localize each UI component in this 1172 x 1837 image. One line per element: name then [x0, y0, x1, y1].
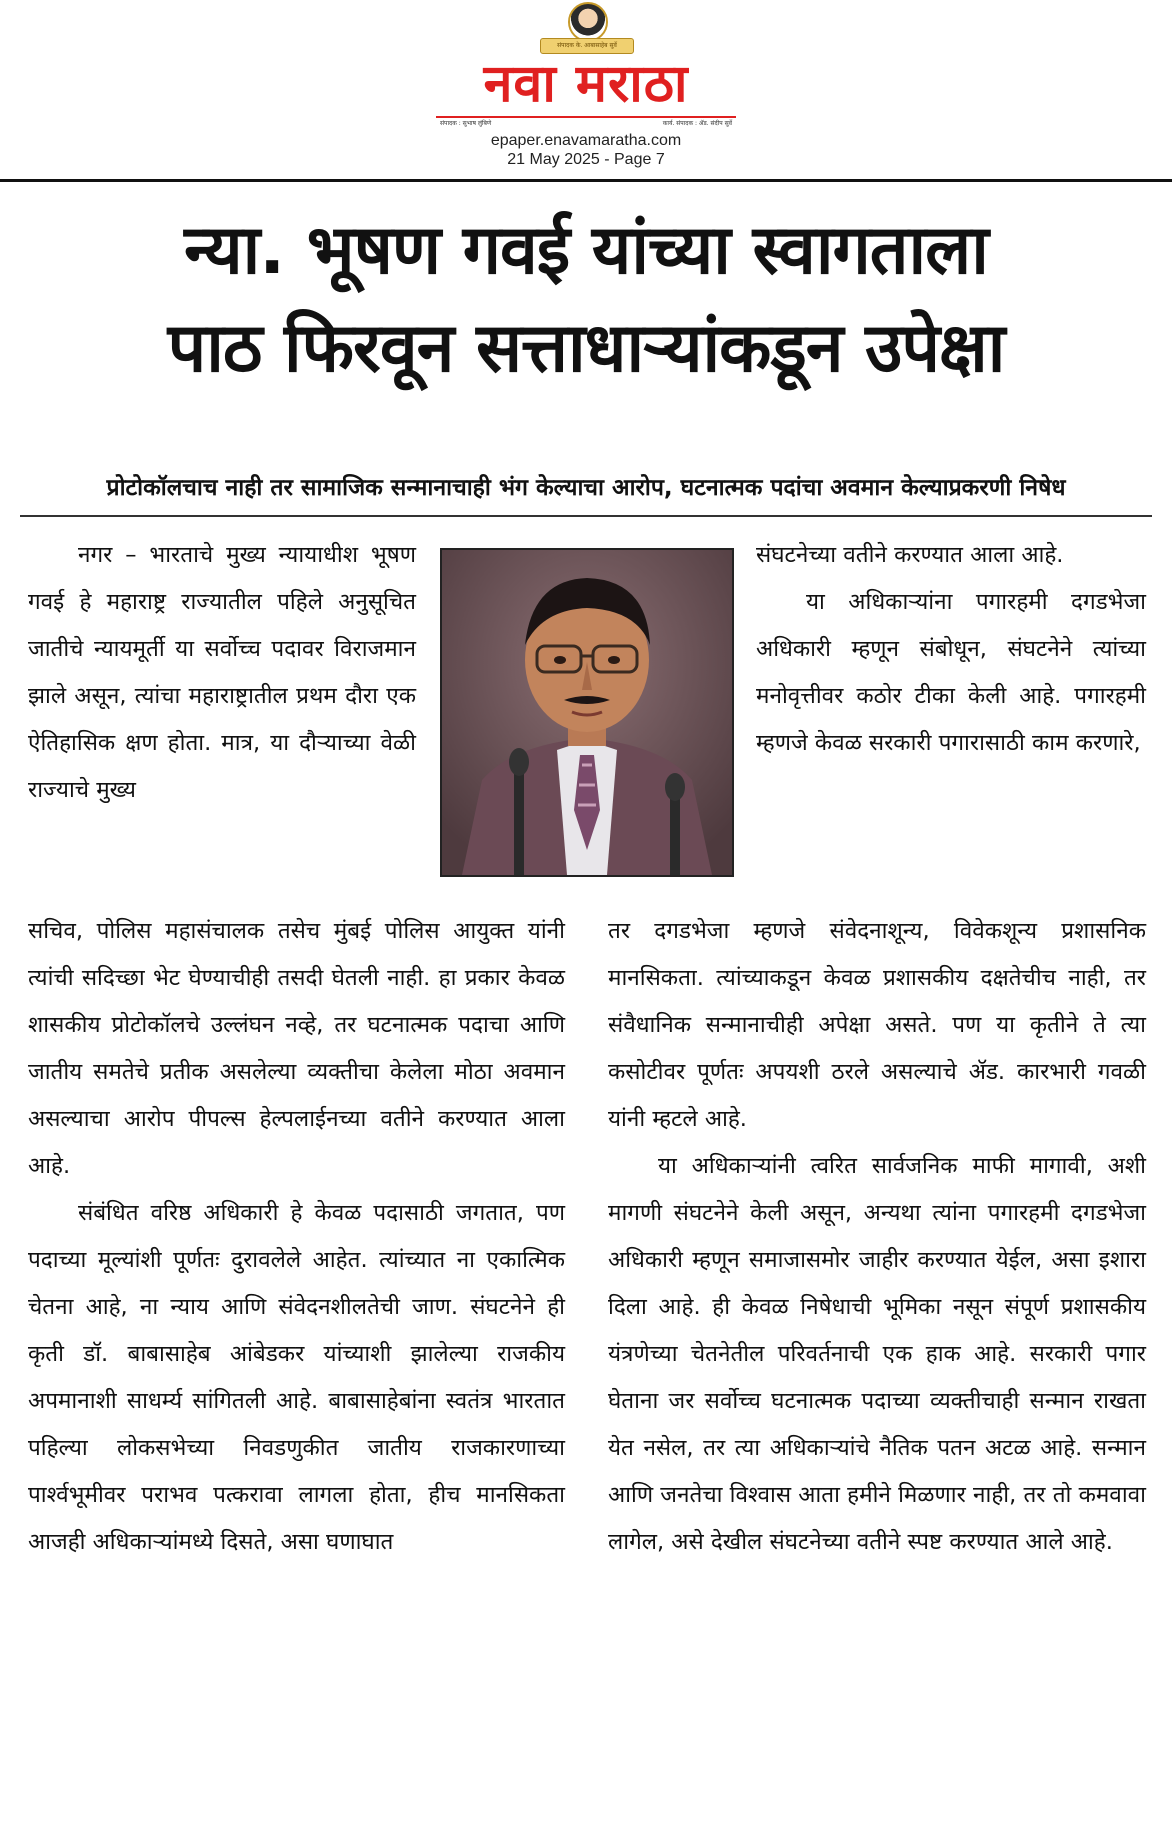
article-column-right-top [756, 532, 1146, 767]
headline-line-1: न्या. भूषण गवई यांच्या स्वागताला [184, 211, 988, 290]
logo-portrait-icon [568, 2, 608, 42]
article-paragraph: सचिव, पोलिस महासंचालक तसेच मुंबई पोलिस आयुक्त यांनी त्यांची सदिच्छा भेट घेण्याचीही तसदी घेतली नाही. हा प्रकार केवळ शासकीय प्रोटोकॉलचे उल्लंघन नव्हे, तर घटनात्मक पदाचा आणि जातीय समतेचे प्रतीक असलेल्या व्यक्तीचा केलेला मोठा अवमान असल्याचा आरोप पीपल्स हेल्पलाईनच्या वतीने करण्यात आला आहे. [28, 918, 565, 1179]
subhead-divider [20, 515, 1152, 517]
article-column-right-bottom [608, 908, 1146, 1566]
article-column-left-top [28, 532, 416, 814]
subheadline: प्रोटोकॉलचाच नाही तर सामाजिक सन्मानाचाही भंग केल्याचा आरोप, घटनात्मक पदांचा अवमान केल्याप्रकरणी निषेध [106, 475, 1066, 501]
headline [0, 202, 1172, 398]
newspaper-logo: नवा मराठा [483, 54, 689, 114]
headline-line-2: पाठ फिरवून सत्ताधाऱ्यांकडून उपेक्षा [167, 309, 1005, 388]
logo-strip-left: संपादक : सुभाष लुंबिणे [440, 120, 492, 127]
page-date: 21 May 2025 - Page 7 [507, 151, 665, 168]
article-paragraph: नगर – भारताचे मुख्य न्यायाधीश भूषण गवई हे महाराष्ट्र राज्यातील पहिले अनुसूचित जातीचे न्यायमूर्ती या सर्वोच्च पदावर विराजमान झाले असून, त्यांचा महाराष्ट्रातील प्रथम दौरा एक ऐतिहासिक क्षण होता. मात्र, या दौऱ्याच्या वेळी राज्याचे मुख्य [28, 542, 416, 803]
article-paragraph: या अधिकाऱ्यांनी त्वरित सार्वजनिक माफी मागावी, अशी मागणी संघटनेने केली असून, अन्यथा त्यांना पगारहमी दगडभेजा अधिकारी म्हणून समाजासमोर जाहीर करण्यात येईल, असा इशारा दिला आहे. ही केवळ निषेधाची भूमिका नसून संपूर्ण प्रशासकीय यंत्रणेच्या चेतनेतील परिवर्तनाची एक हाक आहे. सरकारी पगार घेताना जर सर्वोच्च घटनात्मक पदाच्या व्यक्तीचाही सन्मान राखता येत नसेल, तर त्या अधिकाऱ्यांचे नैतिक पतन अटळ आहे. सन्मान आणि जनतेचा विश्वास आता हमीने मिळणार नाही, तर तो कमवावा लागेल, असे देखील संघटनेच्या वतीने स्पष्ट करण्यात आले आहे. [608, 1153, 1146, 1555]
source-url: epaper.enavamaratha.com [490, 132, 682, 149]
masthead [0, 0, 1172, 180]
article-column-left-bottom [28, 908, 565, 1566]
logo-strip [436, 116, 736, 130]
article-paragraph: संघटनेच्या वतीने करण्यात आला आहे. [756, 542, 1064, 568]
portrait-photo [440, 548, 734, 877]
article-paragraph: या अधिकाऱ्यांना पगारहमी दगडभेजा अधिकारी म्हणून संबोधून, संघटनेने त्यांच्या मनोवृत्तीवर कठोर टीका केली आहे. पगारहमी म्हणजे केवळ सरकारी पगारासाठी काम करणारे, [756, 589, 1146, 756]
masthead-divider [0, 179, 1172, 182]
logo-strip-right: कार्य. संपादक : ॲड. संदीप सुर्वे [662, 120, 732, 127]
article-paragraph: संबंधित वरिष्ठ अधिकारी हे केवळ पदासाठी जगतात, पण पदाच्या मूल्यांशी पूर्णतः दुरावलेले आहेत. त्यांच्यात ना एकात्मिक चेतना आहे, ना न्याय आणि संवेदनशीलतेची जाण. संघटनेने ही कृती डॉ. बाबासाहेब आंबेडकर यांच्याशी झालेल्या राजकीय अपमानाशी साधर्म्य सांगितली आहे. बाबासाहेबांना स्वतंत्र भारतात पहिल्या लोकसभेच्या निवडणुकीत जातीय राजकारणाच्या पार्श्वभूमीवर पराभव पत्करावा लागला होता, हीच मानसिकता आजही अधिकाऱ्यांमध्ये दिसते, असा घणाघात [28, 1200, 565, 1555]
portrait-photo-icon [442, 550, 732, 875]
article-paragraph: तर दगडभेजा म्हणजे संवेदनाशून्य, विवेकशून्य प्रशासनिक मानसिकता. त्यांच्याकडून केवळ प्रशासकीय दक्षतेचीच नाही, तर संवैधानिक सन्मानाचीही अपेक्षा असते. पण या कृतीने ते त्या कसोटीवर पूर्णतः अपयशी ठरले असल्याचे ॲड. कारभारी गवळी यांनी म्हटले आहे. [608, 918, 1146, 1132]
logo-ribbon: संपादक के. आबासाहेब सुर्वे [540, 38, 634, 54]
